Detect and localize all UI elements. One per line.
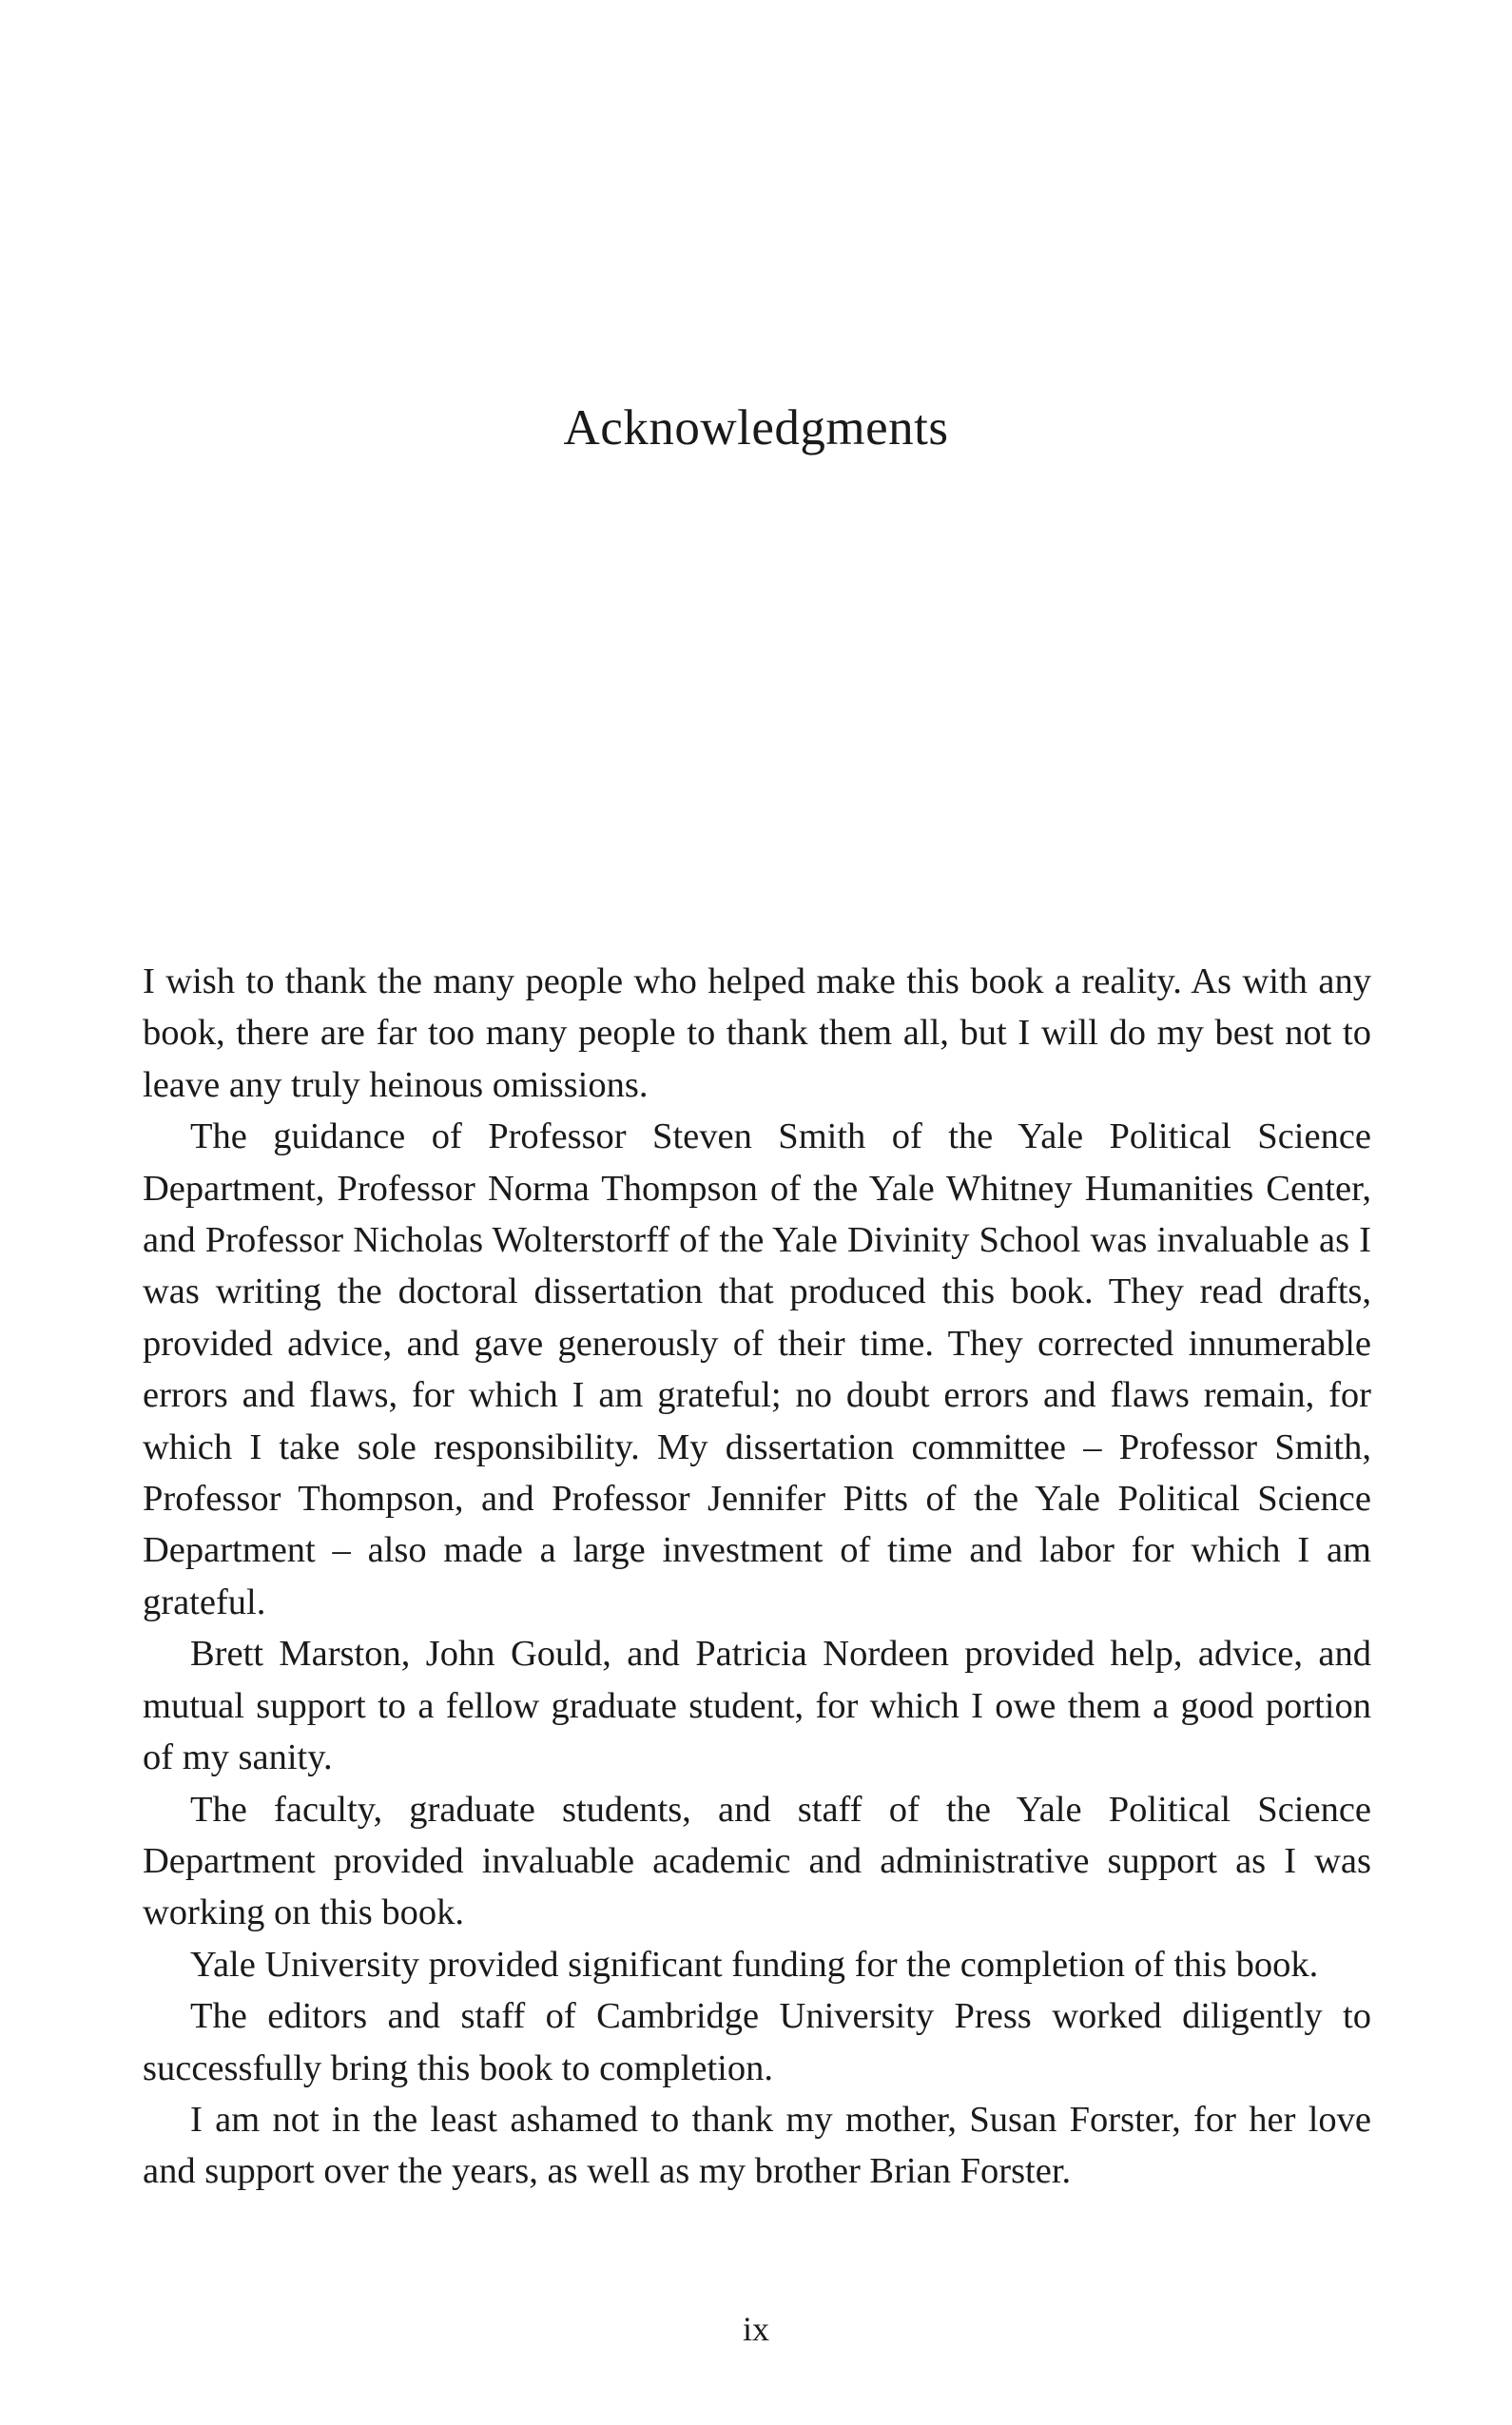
paragraph-family: I am not in the least ashamed to thank my mother, Susan Forster, for her love and support over the years, as well as my brother Brian Forster. — [143, 2099, 1371, 2192]
page-number: ix — [742, 2310, 769, 2348]
paragraph-colleagues: Brett Marston, John Gould, and Patricia Nordeen provided help, advice, and mutual support to a fellow graduate student, for which I owe them a good portion of my sanity. — [143, 1634, 1371, 1778]
paragraph-funding: Yale University provided significant funding for the completion of this book. — [190, 1944, 1319, 1985]
page-title: Acknowledgments — [563, 400, 949, 456]
paragraph-professors: The guidance of Professor Steven Smith of the Yale Political Science Department, Professor Norma Thompson of the Yale Whitney Humanities Center, and Professor Nicholas Wolterstorff of the Yale Divinity School was invaluable as I was writing the doctoral dissertation that produced this book. They read drafts, provided advice, and gave generously of their time. They corrected innumerable errors and flaws, for which I am grateful; no doubt errors and flaws remain, for which I take sole responsibility. My dissertation committee – Professor Smith, Professor Thompson, and Professor Jennifer Pitts of the Yale Political Science Department – also made a large investment of time and labor for which I am grateful. — [143, 1116, 1371, 1622]
paragraph-publisher: The editors and staff of Cambridge University Press worked diligently to successfully bring this book to completion. — [143, 1996, 1371, 2088]
paragraph-intro: I wish to thank the many people who helped make this book a reality. As with any book, there are far too many people to thank them all, but I will do my best not to leave any truly heinous omissions. — [143, 961, 1371, 1105]
acknowledgments-body — [143, 956, 1371, 2198]
paragraph-department: The faculty, graduate students, and staff of the Yale Political Science Department provided invaluable academic and administrative support as I was working on this book. — [143, 1789, 1371, 1933]
